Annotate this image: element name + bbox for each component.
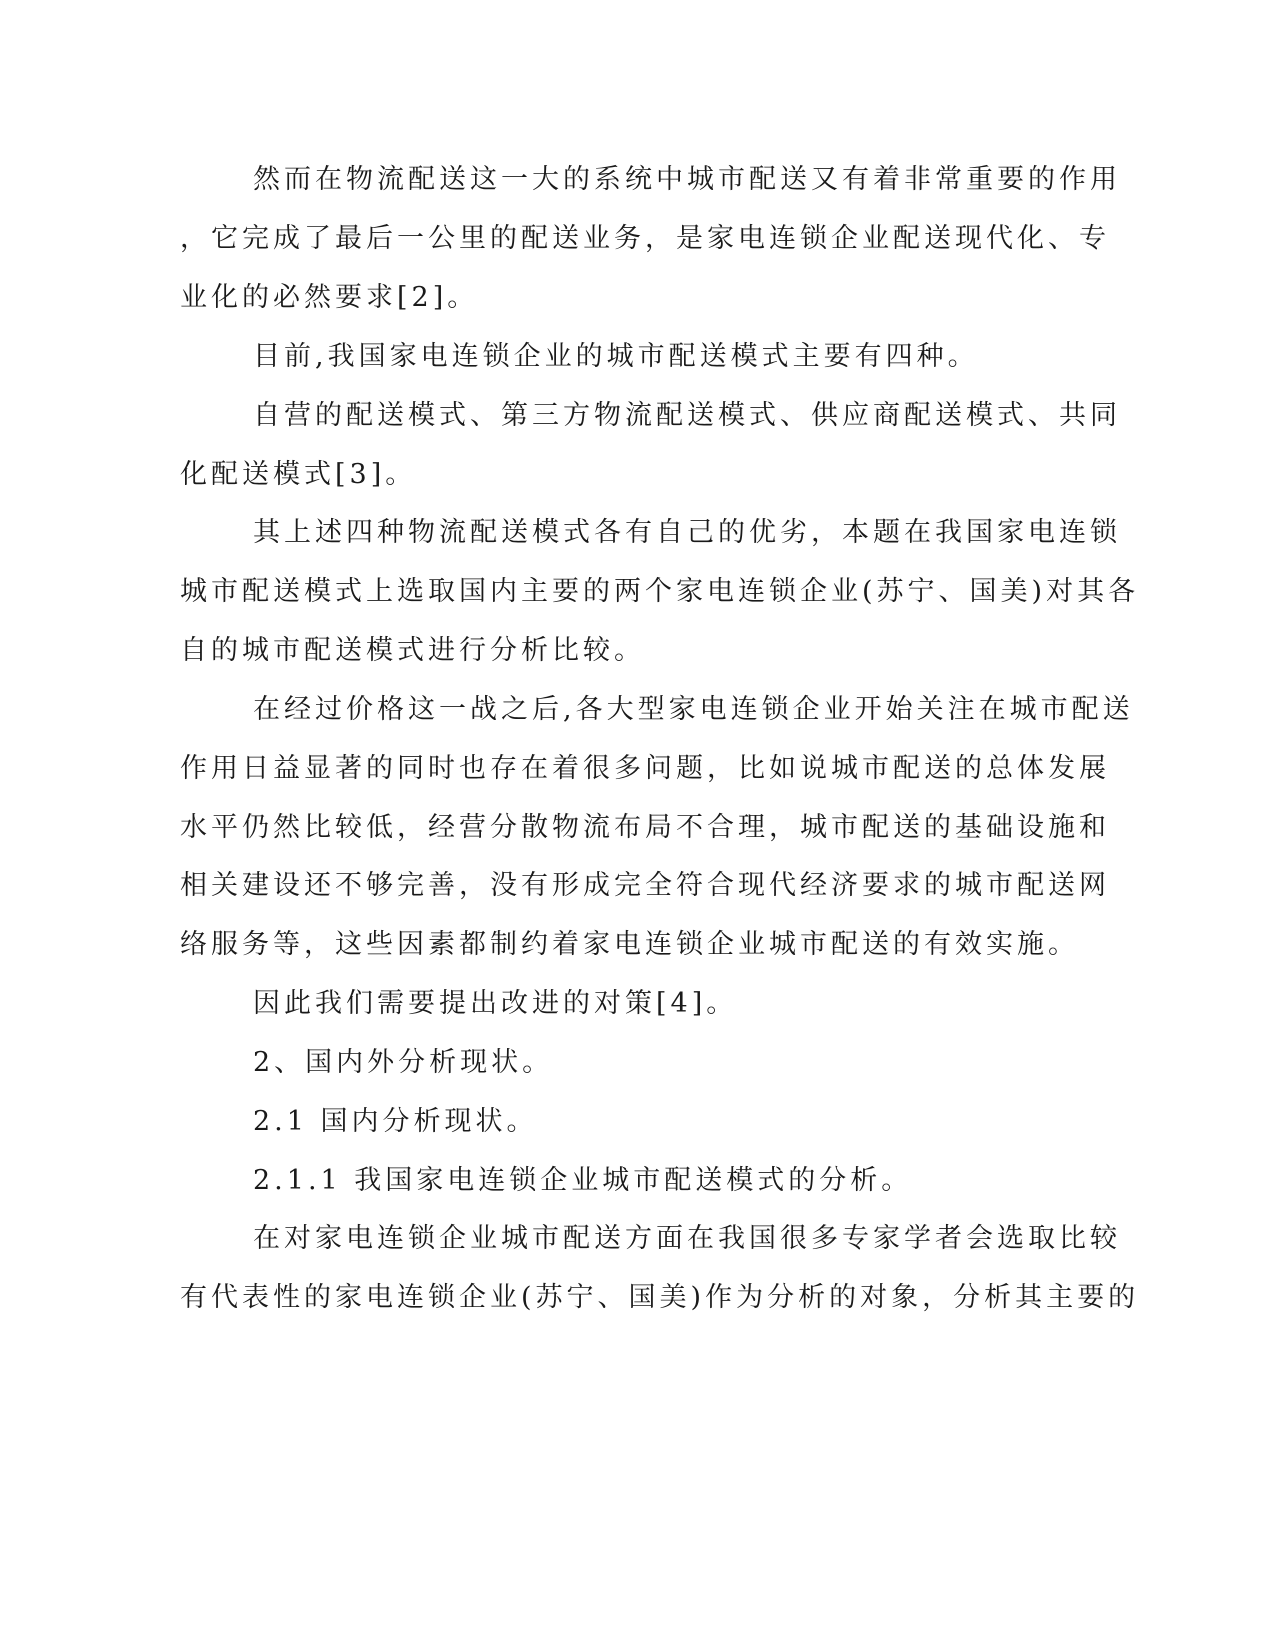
text-line-10: 在经过价格这一战之后,各大型家电连锁企业开始关注在城市配送: [253, 694, 1134, 725]
text-line-15: 因此我们需要提出改进的对策[4]。: [253, 988, 738, 1019]
text-line-13: 相关建设还不够完善，没有形成完全符合现代经济要求的城市配送网: [180, 870, 1110, 901]
text-line-14: 络服务等，这些因素都制约着家电连锁企业城市配送的有效实施。: [180, 929, 1079, 960]
section-heading-2: 2、国内外分析现状。: [253, 1047, 554, 1078]
text-line-8: 城市配送模式上选取国内主要的两个家电连锁企业(苏宁、国美)对其各: [180, 576, 1140, 607]
text-line-12: 水平仍然比较低，经营分散物流布局不合理，城市配送的基础设施和: [180, 812, 1110, 843]
section-heading-2-1: 2.1 国内分析现状。: [253, 1106, 538, 1137]
text-line-5: 自营的配送模式、第三方物流配送模式、供应商配送模式、共同: [253, 400, 1121, 431]
text-line-6: 化配送模式[3]。: [180, 459, 417, 490]
text-line-20: 有代表性的家电连锁企业(苏宁、国美)作为分析的对象，分析其主要的: [180, 1282, 1140, 1313]
text-line-19: 在对家电连锁企业城市配送方面在我国很多专家学者会选取比较: [253, 1223, 1121, 1254]
text-line-7: 其上述四种物流配送模式各有自己的优劣，本题在我国家电连锁: [253, 517, 1121, 548]
text-line-3: 业化的必然要求[2]。: [180, 282, 479, 313]
text-line-1: 然而在物流配送这一大的系统中城市配送又有着非常重要的作用: [253, 164, 1121, 195]
section-heading-2-1-1: 2.1.1 我国家电连锁企业城市配送模式的分析。: [253, 1165, 913, 1196]
text-line-4: 目前,我国家电连锁企业的城市配送模式主要有四种。: [253, 341, 979, 372]
text-line-2: ，它完成了最后一公里的配送业务，是家电连锁企业配送现代化、专: [180, 223, 1110, 254]
text-line-9: 自的城市配送模式进行分析比较。: [180, 635, 645, 666]
text-line-11: 作用日益显著的同时也存在着很多问题，比如说城市配送的总体发展: [180, 753, 1110, 784]
